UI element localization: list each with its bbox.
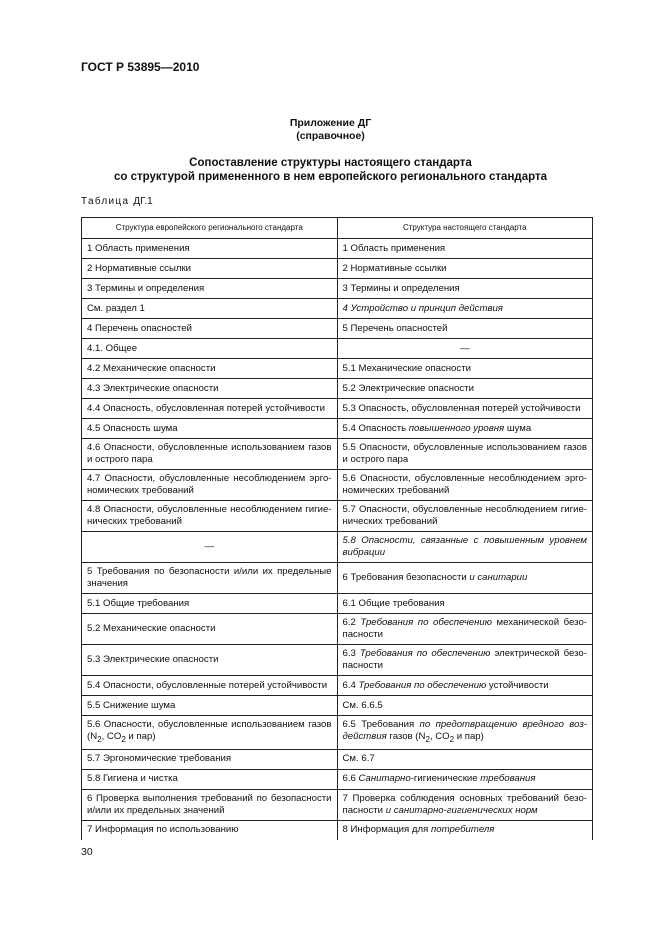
cell-text: 6.2 [342,617,361,628]
table-row [82,789,593,820]
cell-text: по предотвращению вредного воздействия [342,719,587,742]
cell-text: 5.7 Эргономические требования [87,753,232,765]
cell-european-standard [82,419,338,439]
cell-text: 1 Область применения [342,242,446,254]
cell-text: 3 Термины и определения [87,282,205,294]
cell-european-standard [82,645,338,676]
cell-text: 5.6 Опасности, обусловленные использованием газов (N [87,719,332,742]
cell-text: и санитарии [469,572,528,583]
section-heading [0,156,661,184]
table-row [82,614,593,645]
cell-text: 8 Информация для [342,824,431,836]
cell-text: механической безопасности [342,617,587,640]
cell-text: , CO [429,731,450,742]
cell-this-standard [337,239,593,259]
cell-text: 4.7 Опасности, обусловленные несоблюдением эргономических требований [87,473,332,496]
table-caption-number: ДГ.1 [133,196,153,207]
cell-text: 6.4 [342,679,359,691]
cell-european-standard [82,789,338,820]
cell-text: , CO [101,731,122,742]
cell-european-standard [82,696,338,716]
cell-european-standard [82,399,338,419]
cell-text: 5 Требования по безопасности и/или их предельные значения [87,566,332,589]
cell-european-standard [82,749,338,769]
table-row [82,769,593,789]
cell-text: 6 Проверка выполнения требований по безопасности и/или их предельных значений [87,792,332,816]
table-row [82,749,593,769]
cell-text: 5.7 Опасности, обусловленные несоблюдением гигиенических требований [342,504,587,527]
cell-text: 5.4 Опасность [342,422,409,434]
cell-european-standard [82,319,338,339]
table-row [82,563,593,594]
cell-this-standard [337,359,593,379]
table-row [82,696,593,716]
table-row [82,239,593,259]
cell-european-standard [82,239,338,259]
cell-this-standard [337,419,593,439]
cell-this-standard [337,820,593,840]
cell-text: 4.3 Электрические опасности [87,382,219,394]
cell-text: устойчивости [486,679,549,691]
table-row [82,359,593,379]
heading-line-2: со структурой примененного в нем европейского регионального стандарта [114,171,547,183]
table-row [82,594,593,614]
comparison-table [81,217,593,840]
cell-text: 6 Требования безопасности [342,572,470,583]
cell-this-standard [337,299,593,319]
cell-european-standard [82,259,338,279]
cell-text: -гигиенические [410,773,481,785]
cell-text: Требования по обеспечению [360,617,492,628]
cell-text: 5 Перечень опасностей [342,322,448,334]
cell-text: См. 6.7 [342,753,375,765]
cell-text: 5.8 Опасности, связанные с повышенным уровнем вибрации [342,535,587,558]
cell-text: См. 6.6.5 [342,699,383,711]
document-code: ГОСТ Р 53895—2010 [81,60,200,74]
cell-text: 5.6 Опасности, обусловленные несоблюдением эргономических требований [342,473,587,496]
cell-text: 5.8 Гигиена и чистка [87,773,178,785]
table-row [82,501,593,532]
cell-text: 4 Устройство и принцип действия [342,302,503,314]
cell-text: См. раздел 1 [87,302,145,314]
table-row [82,259,593,279]
cell-text: требования [480,773,536,785]
table-row [82,339,593,359]
cell-this-standard [337,319,593,339]
cell-text: 4 Перечень опасностей [87,322,192,334]
cell-this-standard [337,789,593,820]
annex-heading [0,117,661,143]
cell-european-standard [82,379,338,399]
heading-line-1: Сопоставление структуры настоящего стандарта [189,157,472,169]
cell-text: 5.1 Механические опасности [342,362,471,374]
cell-text: 5.3 Опасность, обусловленная потерей устойчивости [342,402,581,414]
table-row [82,470,593,501]
cell-this-standard [337,439,593,470]
cell-text: 7 Информация по использованию [87,824,239,836]
cell-european-standard [82,614,338,645]
cell-text: 4.4 Опасность, обусловленная потерей устойчивости [87,402,326,414]
cell-european-standard [82,279,338,299]
header-european-standard: Структура европейского регионального стандарта [82,218,338,239]
cell-text: 2 [97,734,102,744]
cell-text: — [204,541,215,552]
cell-european-standard [82,716,338,750]
cell-text: 4.8 Опасности, обусловленные несоблюдением гигиенических требований [87,504,332,527]
cell-this-standard [337,594,593,614]
table-header-row [82,218,593,239]
cell-this-standard [337,339,593,359]
cell-text: 5.2 Механические опасности [87,623,216,634]
table-row [82,439,593,470]
cell-text: Требования по обеспечению [359,648,491,659]
cell-text: 5.4 Опасности, обусловленные потерей устойчивости [87,679,328,691]
cell-this-standard [337,614,593,645]
cell-text: 2 [449,734,455,744]
cell-text: шума [504,422,532,434]
cell-european-standard [82,359,338,379]
cell-this-standard [337,676,593,696]
cell-this-standard [337,259,593,279]
cell-text: и санитарно-гигиенических норм [385,804,538,816]
cell-european-standard [82,532,338,563]
annex-title: Приложение ДГ [289,117,372,129]
table-row [82,820,593,840]
table-caption [81,196,153,207]
table-row [82,299,593,319]
cell-text: 2 [425,734,430,744]
cell-text: 4.1. Общее [87,342,138,354]
cell-this-standard [337,532,593,563]
annex-subtitle: (справочное) [296,130,365,142]
cell-text: и пар) [125,731,156,742]
cell-this-standard [337,470,593,501]
cell-this-standard [337,501,593,532]
cell-text: 6.3 [342,648,360,659]
cell-text: Требования по обеспечению [358,679,487,691]
table-row [82,676,593,696]
table-row [82,399,593,419]
cell-european-standard [82,299,338,319]
cell-text: — [459,342,470,354]
cell-text: 3 Термины и определения [342,282,460,294]
cell-this-standard [337,716,593,750]
cell-european-standard [82,594,338,614]
cell-european-standard [82,501,338,532]
cell-text: 6.5 Требования [342,719,420,730]
cell-text: 6.6 [342,773,359,785]
cell-european-standard [82,563,338,594]
cell-text: потребителя [430,824,495,836]
table-row [82,645,593,676]
cell-european-standard [82,439,338,470]
cell-this-standard [337,696,593,716]
cell-text: 4.6 Опасности, обусловленные использованием газов и острого пара [87,442,332,465]
cell-text: 5.2 Электрические опасности [342,382,474,394]
cell-this-standard [337,645,593,676]
cell-this-standard [337,769,593,789]
table-row [82,532,593,563]
cell-text: и пар) [454,731,484,742]
table-row [82,279,593,299]
cell-text: 4.2 Механические опасности [87,362,216,374]
table-row [82,716,593,750]
cell-text: 5.1 Общие требования [87,597,190,609]
cell-european-standard [82,339,338,359]
cell-text: 1 Область применения [87,242,190,254]
table-row [82,379,593,399]
cell-text: 5.3 Электрические опасности [87,654,219,665]
cell-european-standard [82,676,338,696]
table-row [82,419,593,439]
cell-this-standard [337,379,593,399]
cell-text: повышенного уровня [408,422,505,434]
cell-european-standard [82,820,338,840]
cell-text: 5.5 Снижение шума [87,699,176,711]
cell-text: 7 Проверка соблюдения основных требований безопасности [342,792,587,816]
cell-european-standard [82,470,338,501]
cell-this-standard [337,563,593,594]
cell-european-standard [82,769,338,789]
cell-text: 6.1 Общие требования [342,597,445,609]
table-body [82,239,593,840]
cell-this-standard [337,399,593,419]
table-caption-label: Таблица [81,196,130,207]
cell-text: Санитарно [358,773,411,785]
header-this-standard: Структура настоящего стандарта [337,218,593,239]
cell-this-standard [337,279,593,299]
page-number: 30 [81,846,93,858]
table-row [82,319,593,339]
cell-text: 2 Нормативные ссылки [342,262,447,274]
cell-text: 2 [121,734,126,744]
cell-text: электрической безопасности [342,648,587,671]
cell-text: 4.5 Опасность шума [87,422,178,434]
cell-text: газов (N [386,731,426,742]
cell-this-standard [337,749,593,769]
cell-text: 5.5 Опасности, обусловленные использованием газов и острого пара [342,442,587,465]
cell-text: 2 Нормативные ссылки [87,262,192,274]
